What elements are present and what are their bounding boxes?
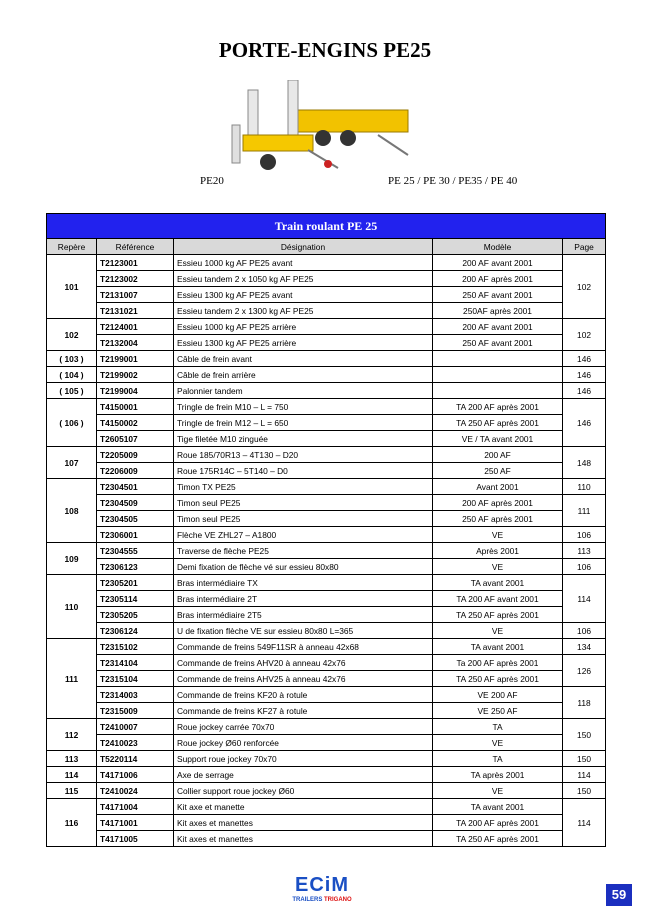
repere-cell: 110: [47, 575, 97, 639]
modele-cell: VE: [433, 623, 563, 639]
table-row: [47, 623, 606, 639]
page-cell: 114: [563, 799, 606, 847]
reference-cell: T2199001: [97, 351, 174, 367]
reference-cell: T2123002: [97, 271, 174, 287]
modele-cell: 250 AF avant 2001: [433, 335, 563, 351]
page-cell: 106: [563, 527, 606, 543]
modele-cell: TA 200 AF après 2001: [433, 815, 563, 831]
page-cell: 150: [563, 751, 606, 767]
reference-cell: T4150002: [97, 415, 174, 431]
designation-cell: Essieu tandem 2 x 1050 kg AF PE25: [174, 271, 433, 287]
table-row: [47, 559, 606, 575]
col-header-designation: Désignation: [174, 239, 433, 255]
reference-cell: T2304505: [97, 511, 174, 527]
designation-cell: Commande de freins AHV20 à anneau 42x76: [174, 655, 433, 671]
reference-cell: T2131007: [97, 287, 174, 303]
reference-cell: T2206009: [97, 463, 174, 479]
designation-cell: Timon seul PE25: [174, 495, 433, 511]
designation-cell: Axe de serrage: [174, 767, 433, 783]
modele-cell: TA avant 2001: [433, 639, 563, 655]
modele-cell: TA après 2001: [433, 767, 563, 783]
designation-cell: Essieu 1000 kg AF PE25 arrière: [174, 319, 433, 335]
reference-cell: T4171004: [97, 799, 174, 815]
page-cell: 102: [563, 319, 606, 351]
designation-cell: Timon seul PE25: [174, 511, 433, 527]
table-row: [47, 271, 606, 287]
table-row: [47, 543, 606, 559]
modele-cell: VE 250 AF: [433, 703, 563, 719]
designation-cell: Bras intermédiaire 2T: [174, 591, 433, 607]
page-cell: 111: [563, 495, 606, 527]
page-cell: 134: [563, 639, 606, 655]
reference-cell: T2132004: [97, 335, 174, 351]
logo-text: ECiM: [295, 874, 349, 896]
repere-cell: 107: [47, 447, 97, 479]
page-cell: 150: [563, 719, 606, 751]
reference-cell: T2131021: [97, 303, 174, 319]
caption-pe-models: PE 25 / PE 30 / PE35 / PE 40: [388, 175, 518, 187]
modele-cell: Après 2001: [433, 543, 563, 559]
table-row: [47, 735, 606, 751]
reference-cell: T2124001: [97, 319, 174, 335]
col-header-reference: Référence: [97, 239, 174, 255]
table-row: [47, 431, 606, 447]
designation-cell: Roue 185/70R13 – 4T130 – D20: [174, 447, 433, 463]
modele-cell: 250 AF: [433, 463, 563, 479]
table-row: [47, 799, 606, 815]
page-cell: 106: [563, 623, 606, 639]
reference-cell: T2314104: [97, 655, 174, 671]
repere-cell: 115: [47, 783, 97, 799]
repere-cell: 114: [47, 767, 97, 783]
table-row: [47, 399, 606, 415]
designation-cell: Traverse de flèche PE25: [174, 543, 433, 559]
designation-cell: Kit axes et manettes: [174, 815, 433, 831]
designation-cell: Essieu 1000 kg AF PE25 avant: [174, 255, 433, 271]
table-row: [47, 303, 606, 319]
designation-cell: Essieu 1300 kg AF PE25 avant: [174, 287, 433, 303]
reference-cell: T2305201: [97, 575, 174, 591]
modele-cell: TA 200 AF avant 2001: [433, 591, 563, 607]
caption-pe20: PE20: [200, 175, 224, 187]
page-cell: 146: [563, 383, 606, 399]
modele-cell: Ta 200 AF après 2001: [433, 655, 563, 671]
page-cell: 146: [563, 351, 606, 367]
reference-cell: T4171006: [97, 767, 174, 783]
reference-cell: T2304555: [97, 543, 174, 559]
table-row: [47, 447, 606, 463]
table-row: [47, 319, 606, 335]
reference-cell: T2315009: [97, 703, 174, 719]
modele-cell: TA 250 AF après 2001: [433, 831, 563, 847]
repere-cell: 111: [47, 639, 97, 719]
repere-cell: 108: [47, 479, 97, 543]
reference-cell: T2304509: [97, 495, 174, 511]
reference-cell: T2315102: [97, 639, 174, 655]
table-row: [47, 527, 606, 543]
modele-cell: 250 AF avant 2001: [433, 287, 563, 303]
table-row: [47, 639, 606, 655]
repere-cell: 112: [47, 719, 97, 751]
page-cell: 106: [563, 559, 606, 575]
modele-cell: TA 200 AF après 2001: [433, 399, 563, 415]
modele-cell: 200 AF: [433, 447, 563, 463]
designation-cell: Timon TX PE25: [174, 479, 433, 495]
table-row: [47, 751, 606, 767]
parts-table: [46, 213, 606, 847]
reference-cell: T4171005: [97, 831, 174, 847]
repere-cell: ( 106 ): [47, 399, 97, 447]
col-header-repere: Repère: [47, 239, 97, 255]
reference-cell: T4171001: [97, 815, 174, 831]
reference-cell: T2314003: [97, 687, 174, 703]
modele-cell: VE 200 AF: [433, 687, 563, 703]
reference-cell: T2123001: [97, 255, 174, 271]
designation-cell: Roue 175R14C – 5T140 – D0: [174, 463, 433, 479]
repere-cell: ( 103 ): [47, 351, 97, 367]
designation-cell: Bras intermédiaire TX: [174, 575, 433, 591]
designation-cell: Commande de freins AHV25 à anneau 42x76: [174, 671, 433, 687]
modele-cell: VE: [433, 527, 563, 543]
modele-cell: [433, 383, 563, 399]
designation-cell: Commande de freins KF20 à rotule: [174, 687, 433, 703]
designation-cell: Tringle de frein M10 – L = 750: [174, 399, 433, 415]
modele-cell: 200 AF après 2001: [433, 495, 563, 511]
table-row: [47, 463, 606, 479]
repere-cell: 102: [47, 319, 97, 351]
repere-cell: ( 105 ): [47, 383, 97, 399]
table-title: Train roulant PE 25: [47, 214, 606, 239]
repere-cell: 113: [47, 751, 97, 767]
page-cell: 114: [563, 767, 606, 783]
reference-cell: T2305205: [97, 607, 174, 623]
reference-cell: T2306124: [97, 623, 174, 639]
modele-cell: 200 AF après 2001: [433, 271, 563, 287]
page-cell: 118: [563, 687, 606, 719]
page-cell: 114: [563, 575, 606, 623]
modele-cell: 250AF après 2001: [433, 303, 563, 319]
table-row: [47, 383, 606, 399]
designation-cell: Câble de frein arrière: [174, 367, 433, 383]
table-row: [47, 607, 606, 623]
designation-cell: Essieu tandem 2 x 1300 kg AF PE25: [174, 303, 433, 319]
page-cell: 113: [563, 543, 606, 559]
reference-cell: T2605107: [97, 431, 174, 447]
designation-cell: Demi fixation de flèche vé sur essieu 80x80: [174, 559, 433, 575]
designation-cell: Essieu 1300 kg AF PE25 arrière: [174, 335, 433, 351]
page-cell: 126: [563, 655, 606, 687]
table-row: [47, 687, 606, 703]
page-cell: 146: [563, 399, 606, 447]
modele-cell: VE: [433, 735, 563, 751]
designation-cell: U de fixation flèche VE sur essieu 80x80 L=365: [174, 623, 433, 639]
table-row: [47, 655, 606, 671]
page-number: 59: [606, 884, 632, 906]
reference-cell: T2315104: [97, 671, 174, 687]
col-header-modele: Modèle: [433, 239, 563, 255]
repere-cell: 116: [47, 799, 97, 847]
table-row: [47, 703, 606, 719]
table-row: [47, 783, 606, 799]
table-row: [47, 815, 606, 831]
designation-cell: Flèche VE ZHL27 – A1800: [174, 527, 433, 543]
designation-cell: Kit axes et manettes: [174, 831, 433, 847]
repere-cell: 101: [47, 255, 97, 319]
reference-cell: T2199002: [97, 367, 174, 383]
reference-cell: T2199004: [97, 383, 174, 399]
table-row: [47, 415, 606, 431]
logo-subtext: TRAILERS TRIGANO: [292, 897, 352, 903]
designation-cell: Roue jockey carrée 70x70: [174, 719, 433, 735]
page-title: PORTE-ENGINS PE25: [218, 38, 432, 62]
ecim-logo: [272, 874, 372, 914]
page-cell: 148: [563, 447, 606, 479]
modele-cell: TA: [433, 751, 563, 767]
modele-cell: 250 AF après 2001: [433, 511, 563, 527]
page-cell: 110: [563, 479, 606, 495]
table-row: [47, 511, 606, 527]
modele-cell: TA 250 AF après 2001: [433, 415, 563, 431]
modele-cell: 200 AF avant 2001: [433, 319, 563, 335]
table-row: [47, 495, 606, 511]
designation-cell: Tige filetée M10 zinguée: [174, 431, 433, 447]
table-row: [47, 335, 606, 351]
modele-cell: VE: [433, 783, 563, 799]
page-cell: 150: [563, 783, 606, 799]
modele-cell: [433, 367, 563, 383]
table-row: [47, 255, 606, 271]
reference-cell: T2306123: [97, 559, 174, 575]
repere-cell: ( 104 ): [47, 367, 97, 383]
modele-cell: Avant 2001: [433, 479, 563, 495]
page-cell: 102: [563, 255, 606, 319]
modele-cell: VE: [433, 559, 563, 575]
reference-cell: T2410023: [97, 735, 174, 751]
reference-cell: T2205009: [97, 447, 174, 463]
table-row: [47, 351, 606, 367]
modele-cell: TA 250 AF après 2001: [433, 671, 563, 687]
table-row: [47, 575, 606, 591]
trailer-photo: [228, 80, 428, 180]
table-row: [47, 367, 606, 383]
table-row: [47, 767, 606, 783]
modele-cell: TA avant 2001: [433, 575, 563, 591]
designation-cell: Kit axe et manette: [174, 799, 433, 815]
modele-cell: [433, 351, 563, 367]
designation-cell: Support roue jockey 70x70: [174, 751, 433, 767]
table-row: [47, 719, 606, 735]
designation-cell: Câble de frein avant: [174, 351, 433, 367]
table-row: [47, 479, 606, 495]
designation-cell: Collier support roue jockey Ø60: [174, 783, 433, 799]
table-row: [47, 591, 606, 607]
modele-cell: TA: [433, 719, 563, 735]
designation-cell: Roue jockey Ø60 renforcée: [174, 735, 433, 751]
modele-cell: TA 250 AF après 2001: [433, 607, 563, 623]
designation-cell: Tringle de frein M12 – L = 650: [174, 415, 433, 431]
reference-cell: T4150001: [97, 399, 174, 415]
reference-cell: T2410007: [97, 719, 174, 735]
designation-cell: Bras intermédiaire 2T5: [174, 607, 433, 623]
designation-cell: Palonnier tandem: [174, 383, 433, 399]
table-row: [47, 287, 606, 303]
designation-cell: Commande de freins 549F11SR à anneau 42x68: [174, 639, 433, 655]
modele-cell: VE / TA avant 2001: [433, 431, 563, 447]
modele-cell: 200 AF avant 2001: [433, 255, 563, 271]
page-cell: 146: [563, 367, 606, 383]
reference-cell: T2306001: [97, 527, 174, 543]
reference-cell: T2304501: [97, 479, 174, 495]
table-row: [47, 671, 606, 687]
col-header-page: Page: [563, 239, 606, 255]
designation-cell: Commande de freins KF27 à rotule: [174, 703, 433, 719]
reference-cell: T2305114: [97, 591, 174, 607]
table-row: [47, 831, 606, 847]
modele-cell: TA avant 2001: [433, 799, 563, 815]
reference-cell: T2410024: [97, 783, 174, 799]
reference-cell: T5220114: [97, 751, 174, 767]
repere-cell: 109: [47, 543, 97, 575]
